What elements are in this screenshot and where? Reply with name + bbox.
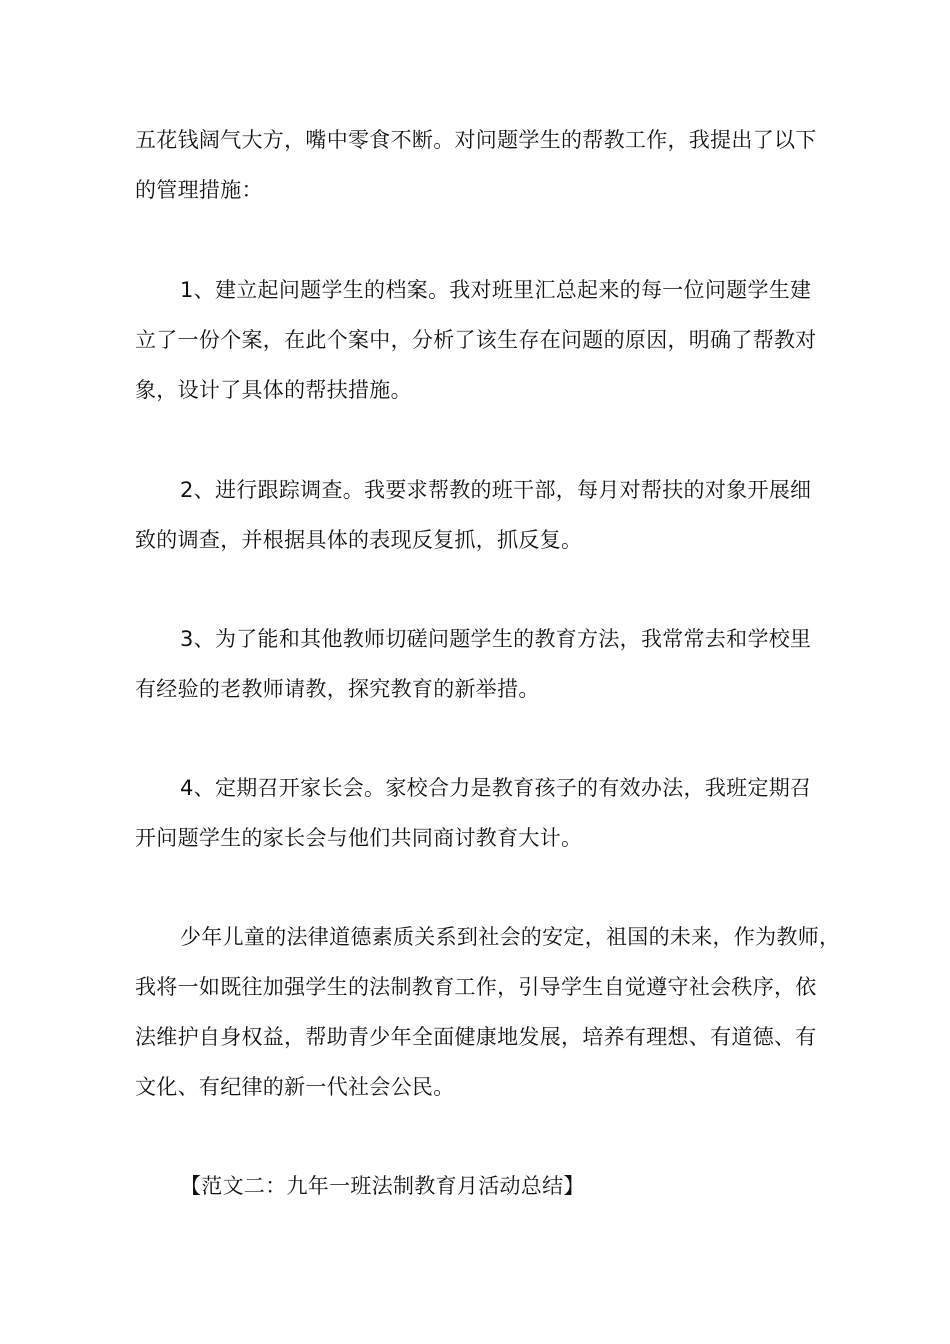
text-line: 2、进行跟踪调查。我要求帮教的班干部，每月对帮扶的对象开展细	[180, 478, 812, 502]
measure-2-paragraph	[135, 465, 835, 565]
intro-paragraph	[135, 115, 835, 215]
text-line: 文化、有纪律的新一代社会公民。	[135, 1075, 455, 1099]
conclusion-paragraph	[135, 912, 841, 1112]
text-line: 有经验的老教师请教，探究教育的新举措。	[135, 677, 540, 701]
text-line: 致的调查，并根据具体的表现反复抓，抓反复。	[135, 528, 583, 552]
text-line: 我将一如既往加强学生的法制教育工作，引导学生自觉遵守社会秩序，依	[135, 975, 817, 999]
text-line: 立了一份个案，在此个案中，分析了该生存在问题的原因，明确了帮教对	[135, 328, 817, 352]
text-line: 3、为了能和其他教师切磋问题学生的教育方法，我常常去和学校里	[180, 627, 812, 651]
text-line: 1、建立起问题学生的档案。我对班里汇总起来的每一位问题学生建	[180, 278, 812, 302]
text-line: 的管理措施：	[135, 178, 263, 202]
measure-1-paragraph	[135, 265, 835, 415]
text-line: 五花钱阔气大方，嘴中零食不断。对问题学生的帮教工作，我提出了以下	[135, 128, 817, 152]
text-line: 象，设计了具体的帮扶措施。	[135, 378, 412, 402]
measure-4-paragraph	[135, 763, 835, 863]
text-line: 开问题学生的家长会与他们共同商讨教育大计。	[135, 826, 583, 850]
measure-3-paragraph	[135, 614, 835, 714]
section-heading: 【范文二：九年一班法制教育月活动总结】	[180, 1174, 585, 1198]
text-line: 4、定期召开家长会。家校合力是教育孩子的有效办法，我班定期召	[180, 776, 812, 800]
text-line: 少年儿童的法律道德素质关系到社会的安定，祖国的未来，作为教师，	[180, 925, 841, 949]
text-line: 法维护自身权益，帮助青少年全面健康地发展，培养有理想、有道德、有	[135, 1025, 817, 1049]
